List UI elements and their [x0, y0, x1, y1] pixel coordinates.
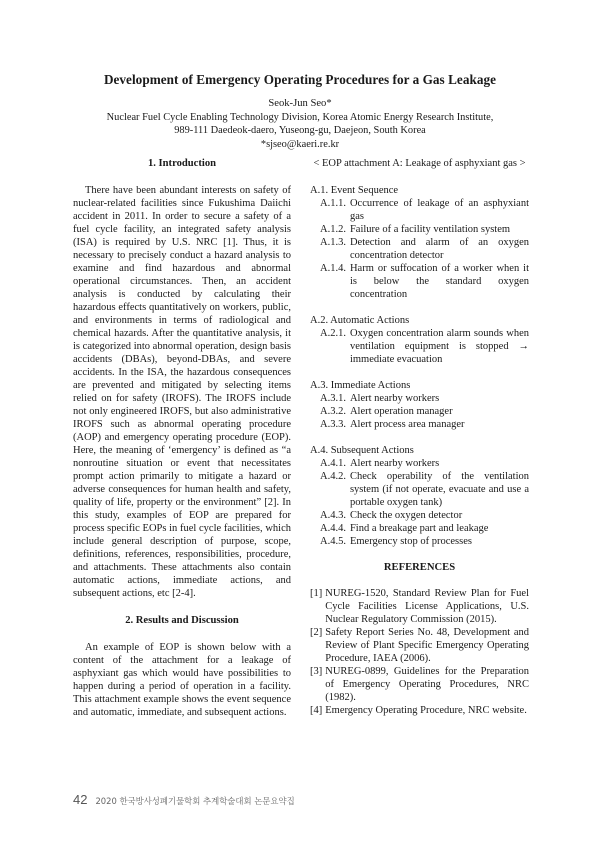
author-email[interactable]: *sjseo@kaeri.re.kr: [260, 138, 340, 150]
procedure-item: [320, 522, 529, 535]
procedure-section-label: A.2. Automatic Actions: [310, 315, 410, 326]
reference-text: Safety Report Series No. 48, Development and Review of Plant Specific Emergency Operating Procedure, IAEA (2006).: [325, 627, 529, 664]
procedure-section: [310, 444, 529, 548]
procedure-item-number: A.3.3.: [320, 419, 346, 430]
procedure-item: [320, 197, 529, 223]
reference-entry: [310, 626, 529, 665]
procedure-item: [320, 223, 529, 236]
reference-text: Emergency Operating Procedure, NRC website.: [325, 705, 527, 716]
reference-number: [2]: [310, 627, 323, 638]
reference-text: NUREG-0899, Guidelines for the Preparation of Emergency Operating Procedures, NRC (1982).: [325, 666, 529, 703]
procedure-item-text: Alert nearby workers: [349, 393, 440, 404]
left-column: [73, 157, 291, 719]
reference-entry: [310, 587, 529, 626]
procedure-item: [320, 535, 529, 548]
procedure-item: [320, 470, 529, 509]
author-name: Seok-Jun Seo*: [268, 98, 332, 109]
procedure-item: [320, 509, 529, 522]
procedure-item-text: Alert process area manager: [349, 419, 465, 430]
reference-number: [1]: [310, 588, 323, 599]
procedure-section-label: A.4. Subsequent Actions: [310, 445, 414, 456]
procedure-item-text: Alert operation manager: [349, 406, 453, 417]
references-list: [310, 587, 529, 717]
procedure-item-text: Emergency stop of processes: [349, 536, 472, 547]
procedure-item: [320, 262, 529, 301]
procedure-section: [310, 314, 529, 366]
procedure-item: [320, 457, 529, 470]
procedure-item: [320, 327, 529, 366]
procedure-item-text: Failure of a facility ventilation system: [349, 224, 511, 235]
procedure-item: [320, 392, 529, 405]
reference-text: NUREG-1520, Standard Review Plan for Fuel Cycle Facilities License Applications, U.S. Nuclear Regulatory Commission (2015).: [325, 588, 529, 625]
procedure-item-number: A.1.3.: [320, 237, 346, 248]
introduction-paragraph: There have been abundant interests on safety of nuclear-related facilities since Fukushima Daiichi accident in 2011. In order to secure a safety of a fuel cycle facility, an integrated safety analysis (ISA) is required by U.S. NRC [1]. Thus, it is necessary to precisely conduct a hazard analysis to examine and find hazardous and abnormal operational circumstances. Then, an accident analysis is conducted by calculating their hazardous effects quantitatively on workers, public, and environments in terms of radiological and chemical hazards. After the quantitative analysis, it is categorized into abnormal operation, design basis accidents (DBAs), beyond-DBAs, and severe accidents. In the ISA, the hazardous consequences are prevented and mitigated by selecting items relied on for safety (IROFS). The IROFS include not only engineered IROFS, but also administrative IROFS such as abnormal operating procedure (AOP) and emergency operating procedure (EOP). Here, the meaning of ‘emergency’ is defined as “a nonroutine situation or event that necessitates prompt action primarily to mitigate a hazard or adverse consequences for human health and safety, quality of life, property or the environment” [2]. In this study, examples of EOP are prepared for process specific EOPs in fuel cycle facilities, which include general description of purpose, scope, definitions, references, responsibilities, procedure, and attachments. These attachments also contain automatic actions, immediate actions, and subsequent actions, etc [2-4].: [73, 185, 291, 599]
page-number: 42: [73, 792, 88, 807]
procedure-section-label: A.3. Immediate Actions: [310, 380, 411, 391]
procedure-item-number: A.1.1.: [320, 198, 346, 209]
procedure-item-number: A.4.3.: [320, 510, 346, 521]
procedure-item: [320, 418, 529, 431]
section-heading-introduction: 1. Introduction: [147, 158, 217, 169]
procedure-item-text: Alert nearby workers: [349, 458, 440, 469]
procedure-item-number: A.3.1.: [320, 393, 346, 404]
procedure-item-text: Detection and alarm of an oxygen concentration detector: [349, 237, 529, 261]
procedure-item: [320, 405, 529, 418]
reference-number: [4]: [310, 705, 323, 716]
procedure-item-text: Occurrence of leakage of an asphyxiant gas: [349, 198, 529, 222]
procedure-section-label: A.1. Event Sequence: [310, 185, 399, 196]
procedure-item-number: A.4.5.: [320, 536, 346, 547]
procedure-item-text: Check operability of the ventilation system (if not operate, evacuate and use a portable oxygen tank): [349, 471, 529, 508]
affiliation-line: Nuclear Fuel Cycle Enabling Technology Division, Korea Atomic Energy Research Institute,: [106, 112, 494, 123]
reference-entry: [310, 704, 529, 717]
procedure-item-number: A.1.2.: [320, 224, 346, 235]
procedure-item-number: A.1.4.: [320, 263, 346, 274]
procedure-item-text: Oxygen concentration alarm sounds when ventilation equipment is stopped → immediate evacuation: [349, 328, 529, 365]
procedure-item-number: A.4.1.: [320, 458, 346, 469]
attachment-title: < EOP attachment A: Leakage of asphyxiant gas >: [313, 158, 526, 169]
procedure-section: [310, 379, 529, 431]
procedure-item-text: Find a breakage part and leakage: [349, 523, 489, 534]
procedure-item-number: A.4.4.: [320, 523, 346, 534]
procedure-item-number: A.3.2.: [320, 406, 346, 417]
procedure-section: [310, 184, 529, 301]
section-heading-references: REFERENCES: [383, 562, 456, 573]
procedure-item: [320, 236, 529, 262]
reference-entry: [310, 665, 529, 704]
affiliation-block: [0, 111, 600, 151]
results-paragraph: An example of EOP is shown below with a content of the attachment for a leakage of asphyxiant gas which would have possibilities to happen during a period of operation in a facility. This attachment example shows the event sequence and automatic, immediate, and subsequent actions.: [73, 642, 291, 718]
page-footer: [73, 792, 295, 807]
procedure-item-text: Harm or suffocation of a worker when it is below the standard oxygen concentration: [349, 263, 529, 300]
reference-number: [3]: [310, 666, 323, 677]
section-heading-results: 2. Results and Discussion: [125, 615, 239, 626]
affiliation-line: 989-111 Daedeok-daero, Yuseong-gu, Daejeon, South Korea: [174, 125, 426, 137]
procedure-item-number: A.4.2.: [320, 471, 346, 482]
procedure-item-text: Check the oxygen detector: [349, 510, 463, 521]
conference-name: 2020 한국방사성폐기물학회 추계학술대회 논문요약집: [95, 796, 295, 806]
paper-title: Development of Emergency Operating Procedures for a Gas Leakage: [103, 72, 497, 87]
right-column: [310, 157, 529, 717]
procedure-item-number: A.2.1.: [320, 328, 346, 339]
